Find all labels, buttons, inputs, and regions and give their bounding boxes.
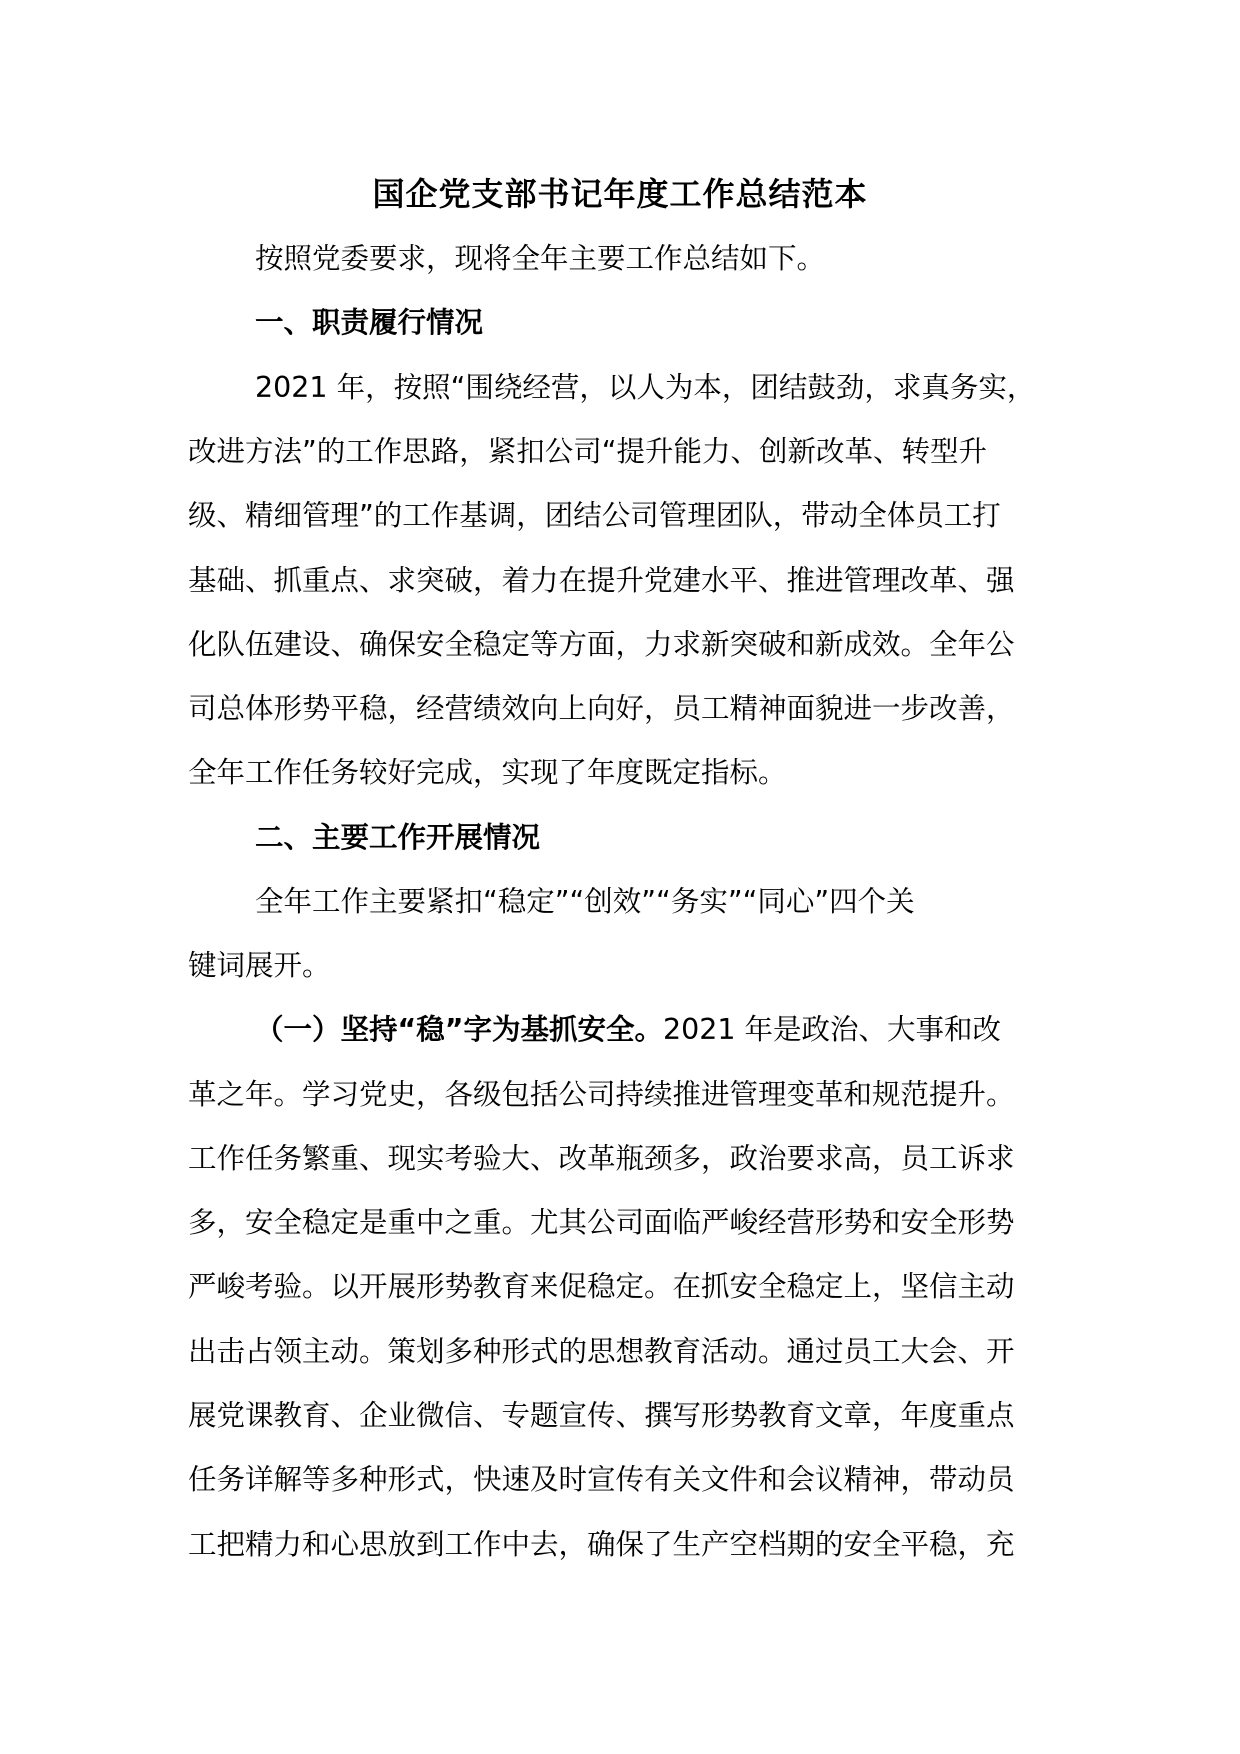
section-1-line: 化队伍建设、确保安全稳定等方面，力求新突破和新成效。全年公	[188, 628, 1015, 661]
subsection-1-line: 任务详解等多种形式，快速及时宣传有关文件和会议精神，带动员	[188, 1463, 1015, 1496]
subsection-1-first-line	[255, 1010, 1001, 1050]
intro-paragraph: 按照党委要求，现将全年主要工作总结如下。	[255, 242, 826, 275]
subsection-1-line: 革之年。学习党史，各级包括公司持续推进管理变革和规范提升。	[188, 1078, 1015, 1111]
subsection-1-line: 展党课教育、企业微信、专题宣传、撰写形势教育文章，年度重点	[188, 1399, 1015, 1432]
section-1-line: 司总体形势平稳，经营绩效向上向好，员工精神面貌进一步改善，	[188, 692, 1015, 725]
section-2-line: 全年工作主要紧扣“稳定”“创效”“务实”“同心”四个关	[255, 885, 915, 918]
section-1-line: 基础、抓重点、求突破，着力在提升党建水平、推进管理改革、强	[188, 564, 1015, 597]
section-2-line: 键词展开。	[188, 949, 331, 982]
section-2-heading: 二、主要工作开展情况	[255, 821, 541, 854]
section-1-line: 全年工作任务较好完成，实现了年度既定指标。	[188, 756, 787, 789]
section-1-line: 级、精细管理”的工作基调，团结公司管理团队，带动全体员工打	[188, 499, 1001, 532]
section-1-line: 改进方法”的工作思路，紧扣公司“提升能力、创新改革、转型升	[188, 435, 988, 468]
subsection-1-line: 出击占领主动。策划多种形式的思想教育活动。通过员工大会、开	[188, 1335, 1015, 1368]
subsection-1-line: 工作任务繁重、现实考验大、改革瓶颈多，政治要求高，员工诉求	[188, 1142, 1015, 1175]
section-1-line: 2021 年，按照“围绕经营，以人为本，团结鼓劲，求真务实，	[255, 371, 1036, 404]
subsection-1-heading: （一）坚持“稳”字为基抓安全。	[255, 1013, 663, 1046]
subsection-1-first-line-text: 2021 年是政治、大事和改	[662, 1013, 1002, 1046]
subsection-1-line: 工把精力和心思放到工作中去，确保了生产空档期的安全平稳，充	[188, 1528, 1015, 1561]
subsection-1-line: 多，安全稳定是重中之重。尤其公司面临严峻经营形势和安全形势	[188, 1206, 1015, 1239]
subsection-1-line: 严峻考验。以开展形势教育来促稳定。在抓安全稳定上，坚信主动	[188, 1270, 1015, 1303]
section-1-heading: 一、职责履行情况	[255, 306, 484, 339]
document-title: 国企党支部书记年度工作总结范本	[372, 175, 868, 213]
